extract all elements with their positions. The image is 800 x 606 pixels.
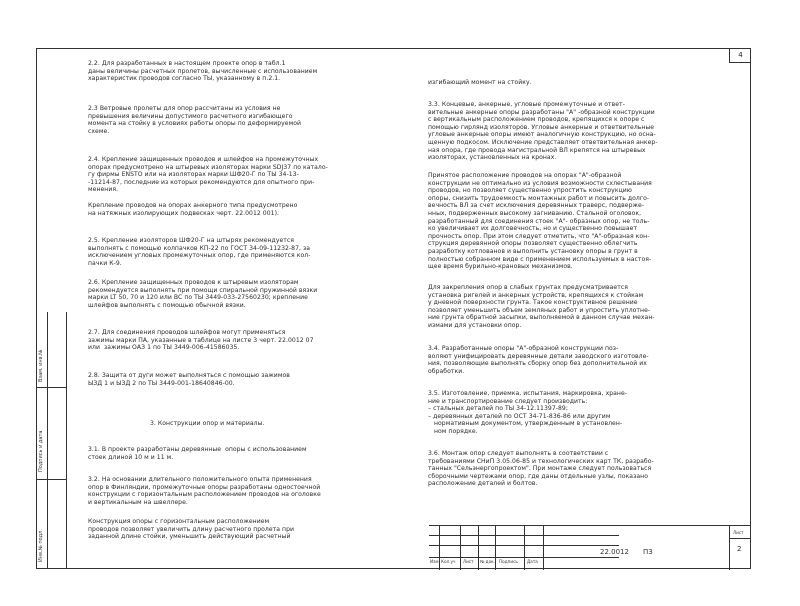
caption-doc-no: № док. — [480, 559, 496, 564]
corner-number: 4 — [738, 51, 743, 59]
side-stamp-row-line — [36, 387, 66, 388]
paragraph-2-6: 2.6. Крепление защищенных проводов к штыревым изоляторам рекомендуется выполнять при помощи спиральной пружинной вязки марки LT 50, 70 и 120 или ВС по ТЫ 3449-033-27560230; крепление шлейфов выполнять с помощью обычной вязки. — [88, 279, 318, 309]
sheet-number: 2 — [737, 545, 742, 553]
paragraph-3-3: 3.3. Концевые, анкерные, угловые промежуточные и ответ- вительные анкерные опоры разработаны "А" -образной конструкции с вертикальным расположением проводов, крепящихся к опоре с помощью гирлянд изоляторов. Угловые анкерные и ответвительные угловые анкерные опоры имеют аналогичную конструкцию, но осна- щенную подкосом. Исключение представляет ответвительная анкер- ная опора, где провода магистральной ВЛ крепятся на штыревых изоляторах, установленных на кронах. — [428, 101, 658, 162]
title-block-col-line — [478, 526, 479, 570]
title-block-col-line — [495, 526, 496, 570]
stamp-inventory-original: Инв.№ подл. — [38, 529, 44, 562]
paragraph-2-3: 2.3 Ветровые пролеты для опор рассчитаны из условия не превышения величины допустимого расчетного изгибающего момента на стойку в условиях работы опоры по деформируемой схеме. — [88, 105, 302, 135]
stamp-replaced-inv: Взам. инв.№ — [38, 349, 44, 382]
title-block-col-line — [524, 526, 525, 570]
caption-sheet: Лист — [463, 559, 474, 564]
corner-sheet-box — [729, 48, 751, 63]
paragraph-moment-cont: изгибающий момент на стойку. — [428, 79, 532, 86]
paragraph-2-5: 2.5. Крепление изоляторов ШФ20-Г на штырях рекомендуется выполнять с помощью колпачков КП-22 по ГОСТ 34-09-11232-87, за исключением угловых промежуточных опор, где применяются кол- пачки К-9. — [88, 237, 311, 267]
document-suffix: ПЗ — [643, 548, 653, 556]
paragraph-3-1: 3.1. В проекте разработаны деревянные опоры с использованием стоек длиной 10 м и 11 м. — [88, 446, 307, 461]
title-block-col-line — [460, 526, 461, 570]
paragraph-3-2: 3.2. На основании длительного положительного опыта применения опор в Финляндии, промежуточные опоры разработаны одностоечной конструкции с горизонтальным расположением проводов на оголовке и вертикальным на швеллере. — [88, 476, 321, 506]
paragraph-weak-soil: Для закрепления опор в слабых грунтах предусматривается установка ригелей и анкерных устройств, крепящихся к стойкам у дневной поверхности грунта. Такое конструктивное решение позволяет уменьшить объем земляных работ и упростить уплотне- ние грунта обратной засыпки, выполняемой в данном случае механ- измами для установки опор. — [428, 284, 655, 329]
paragraph-3-4: 3.4. Разработанные опоры "А"-образной конструкции поз- воляют унифицировать деревянные детали заводского изготовле- ния, позволяющие выполнять сборку опор без дополнительной их обработки. — [428, 345, 649, 375]
sheet-label: Лист — [733, 530, 744, 535]
stamp-signature-date: Подпись и дата — [38, 430, 44, 472]
title-block-col-line — [729, 526, 730, 570]
caption-signature: Подпись — [499, 559, 518, 564]
paragraph-design-cont: Конструкция опоры с горизонтальным расположением проводов позволяет увеличить длину расчетного пролета при заданной длине стойки, уменьшить действующий расчетный — [88, 518, 295, 541]
side-stamp-divider — [47, 312, 48, 569]
title-block-sheet-line — [729, 538, 751, 539]
caption-count: Кол.уч — [441, 559, 456, 564]
paragraph-2-7: 2.7. Для соединения проводов шлейфов могут применяться зажимы марки ПА, указанные в таблице на листе 3 черт. 22.0012 07 или зажимы ОАЗ 1 по ТЫ 3449-006-41586035. — [88, 329, 314, 352]
paragraph-2-2: 2.2. Для разработанных в настоящем проекте опор в табл.1 даны величины расчетных пролетов, вычисленные с использованием характеристик проводов согласно ТЫ, указанному в п.2.1. — [88, 60, 318, 83]
paragraph-3-5: 3.5. Изготовление, приемка, испытания, маркировка, хране- ние и транспортирование следует производить: – стальных деталей по ТЫ 34-12.11397-89; – деревянных деталей по ОСТ 34-71-836-86 или другим нормативным документом, утвержденным в установлен- ном порядке. — [428, 390, 628, 435]
paragraph-arrangement: Принятое расположение проводов на опорах "А"-образной конструкции не оптимально из условия возможности схлестывания проводов, но позволяет существенно упростить конструкцию опоры, снизить трудоемкость монтажных работ и повысить долго- вечность ВЛ за счет исключения деревянных траверс, подверже- нных, подверженных высокому загниванию. Стальной оголовок, разработанный для соединения стоек "А"- образных опор, не толь- ко увеличивает их долговечность, но и существенно повышает прочность опор. При этом следует отметить, что "А"-образная кон- струкция деревянной опоры позволяет существенно облегчить разработку котлованов и выполнить установку опоры в грунт в полностью собранном виде с применением используемых в настоя- щее время бурильно-крановых механизмов. — [428, 172, 652, 271]
section-3-heading: 3. Конструкции опор и материалы. — [150, 420, 265, 427]
document-code: 22.0012 — [600, 548, 629, 556]
caption-date: Дата — [527, 559, 538, 564]
side-stamp-row-line — [36, 479, 66, 480]
paragraph-anchor-fastening: Крепление проводов на опорах анкерного типа предусмотрено на натяжных изолирующих подвесках черт. 22.0012 001). — [88, 202, 298, 217]
paragraph-3-6: 3.6. Монтаж опор следует выполнять в соответствии с требованиями СНиП 3.05.06-85 и технологических карт ТК, разрабо- танных "Сельэнергопроектом". При монтаже следует пользоваться сборочными чертежами опор, где даны отдельные узлы, показано расположение деталей и болтов. — [428, 450, 654, 488]
side-stamp — [36, 312, 67, 569]
caption-change: Изм. — [430, 559, 440, 564]
title-block — [429, 525, 751, 570]
paragraph-2-8: 2.8. Защита от дуги может выполняться с помощью зажимов ЫЗД 1 и ЫЗД 2 по ТЫ 3449-001-18640846-00. — [88, 372, 290, 387]
title-block-col-line — [543, 526, 544, 570]
paragraph-2-4: 2.4. Крепление защищенных проводов и шлейфов на промежуточных опорах предусмотрено на штыревых изоляторах марки SDJ37 по катало- гу фирмы ENSTO или на изоляторах марки ШФ20-Г по ТЫ 34-13- -11214-87, последние из которых рекомендуются для опытного при- менения. — [88, 156, 328, 194]
